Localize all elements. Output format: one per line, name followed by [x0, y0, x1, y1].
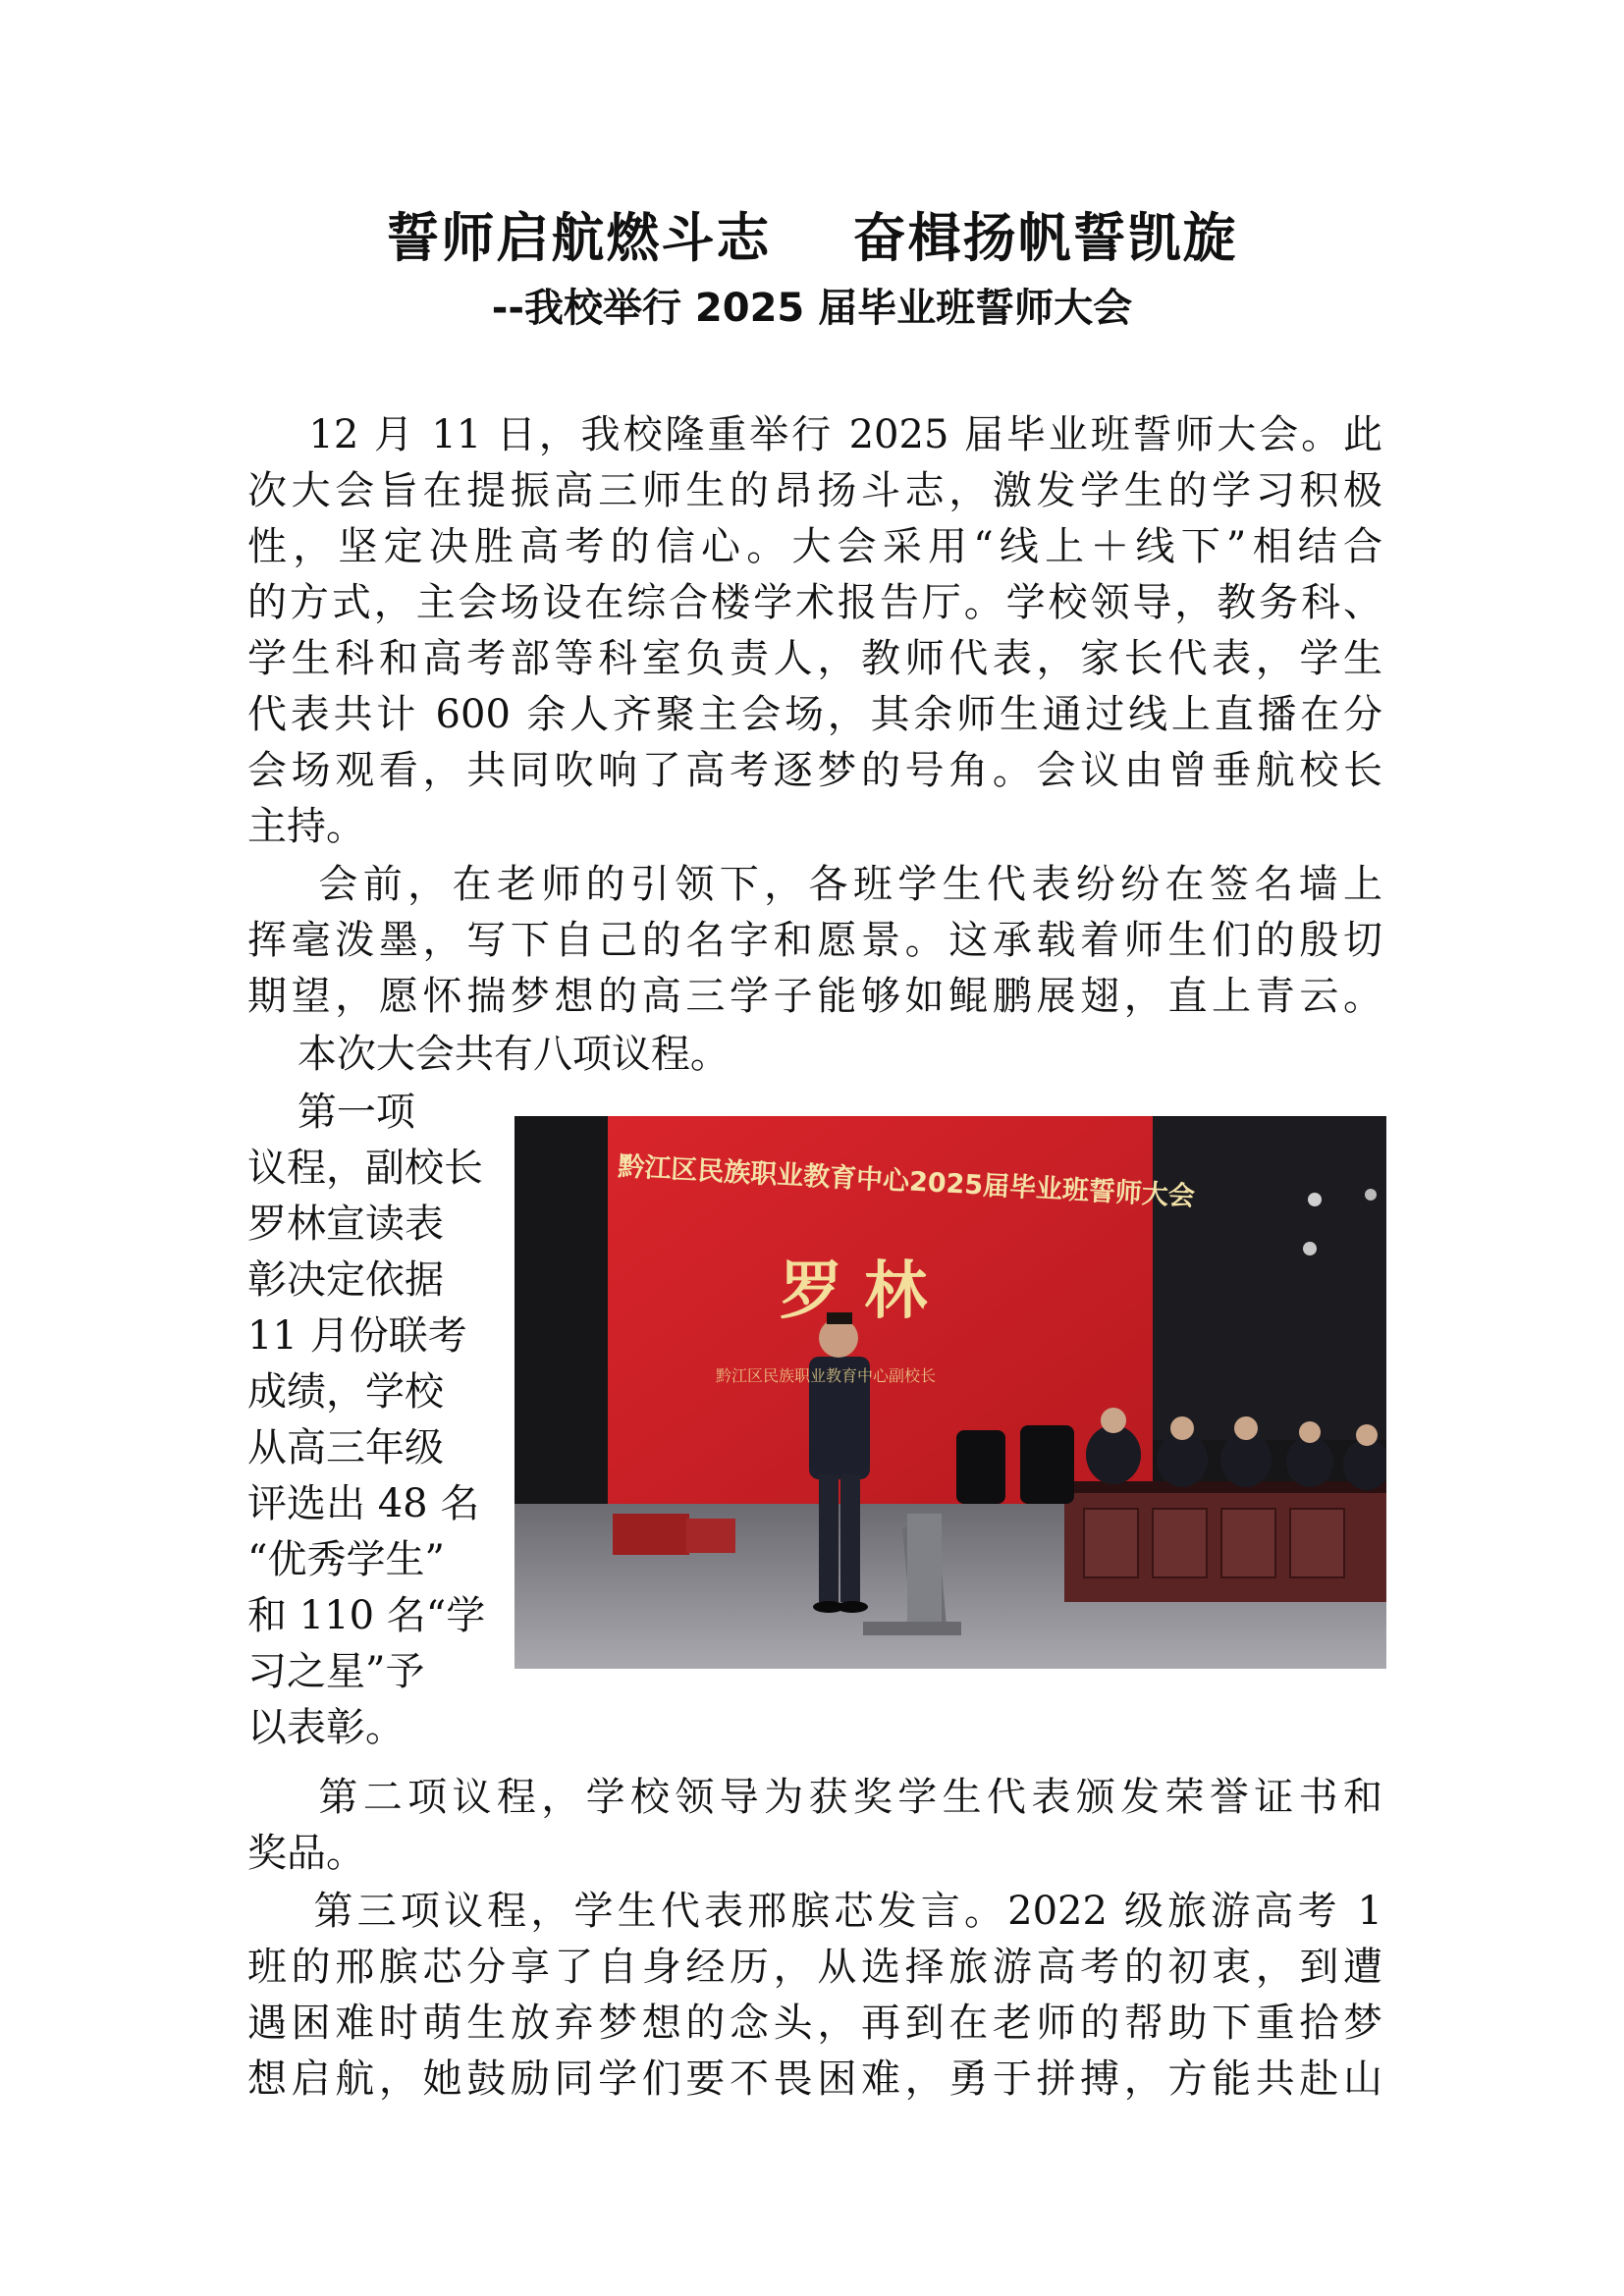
paragraph-line: 罗林宣读表	[247, 1201, 444, 1247]
event-photo	[514, 1116, 1386, 1669]
paragraph-line: 12 月 11 日，我校隆重举行 2025 届毕业班誓师大会。此	[247, 412, 1382, 457]
paragraph-line: 第二项议程，学校领导为获奖学生代表颁发荣誉证书和	[247, 1775, 1382, 1820]
article-title: 誓师启航燃斗志 奋楫扬帆誓凯旋	[386, 207, 1238, 269]
paragraph-line: 评选出 48 名	[247, 1481, 480, 1526]
paragraph-line: 期望，愿怀揣梦想的高三学子能够如鲲鹏展翅，直上青云。	[247, 974, 1382, 1019]
paragraph-line: 和 110 名“学	[247, 1593, 486, 1638]
paragraph-line: 从高三年级	[247, 1425, 444, 1470]
paragraph-line: “优秀学生”	[247, 1537, 445, 1582]
paragraph-line: 遇困难时萌生放弃梦想的念头，再到在老师的帮助下重拾梦	[247, 2001, 1382, 2046]
paragraph-line: 11 月份联考	[247, 1313, 467, 1359]
photo-caption-text: 黔江区民族职业教育中心副校长	[716, 1366, 937, 1385]
paragraph-line: 成绩，学校	[247, 1369, 444, 1415]
paragraph-line: 想启航，她鼓励同学们要不畏困难，勇于拼搏，方能共赴山	[247, 2056, 1382, 2102]
paragraph-line: 挥毫泼墨，写下自己的名字和愿景。这承载着师生们的殷切	[247, 918, 1382, 963]
paragraph-line: 主持。	[247, 804, 365, 849]
paragraph-line: 第一项	[247, 1090, 415, 1135]
paragraph-line: 学生科和高考部等科室负责人，教师代表，家长代表，学生	[247, 636, 1382, 681]
paragraph-line: 彰决定依据	[247, 1257, 444, 1303]
photo-banner-text: 黔江区民族职业教育中心2025届毕业班誓师大会	[617, 1151, 1196, 1212]
photo-name-text: 罗 林	[780, 1255, 928, 1328]
paragraph-line: 班的邢膑芯分享了自身经历，从选择旅游高考的初衷，到遭	[247, 1945, 1382, 1990]
paragraph-line: 会场观看，共同吹响了高考逐梦的号角。会议由曾垂航校长	[247, 748, 1382, 793]
paragraph-line: 的方式，主会场设在综合楼学术报告厅。学校领导，教务科、	[247, 580, 1382, 625]
paragraph-line: 性，坚定决胜高考的信心。大会采用“线上＋线下”相结合	[247, 524, 1382, 569]
paragraph-line: 议程，副校长	[247, 1146, 483, 1191]
paragraph-line: 会前，在老师的引领下，各班学生代表纷纷在签名墙上	[247, 862, 1382, 907]
paragraph-line: 本次大会共有八项议程。	[247, 1032, 730, 1077]
paragraph-line: 代表共计 600 余人齐聚主会场，其余师生通过线上直播在分	[247, 692, 1382, 737]
paragraph-line: 习之星”予	[247, 1649, 425, 1694]
paragraph-line: 第三项议程，学生代表邢膑芯发言。2022 级旅游高考 1	[247, 1889, 1382, 1934]
article-subtitle: --我校举行 2025 届毕业班誓师大会	[491, 286, 1133, 331]
paragraph-line: 次大会旨在提振高三师生的昂扬斗志，激发学生的学习积极	[247, 468, 1382, 513]
paragraph-line: 奖品。	[247, 1831, 365, 1876]
paragraph-line: 以表彰。	[247, 1705, 405, 1750]
